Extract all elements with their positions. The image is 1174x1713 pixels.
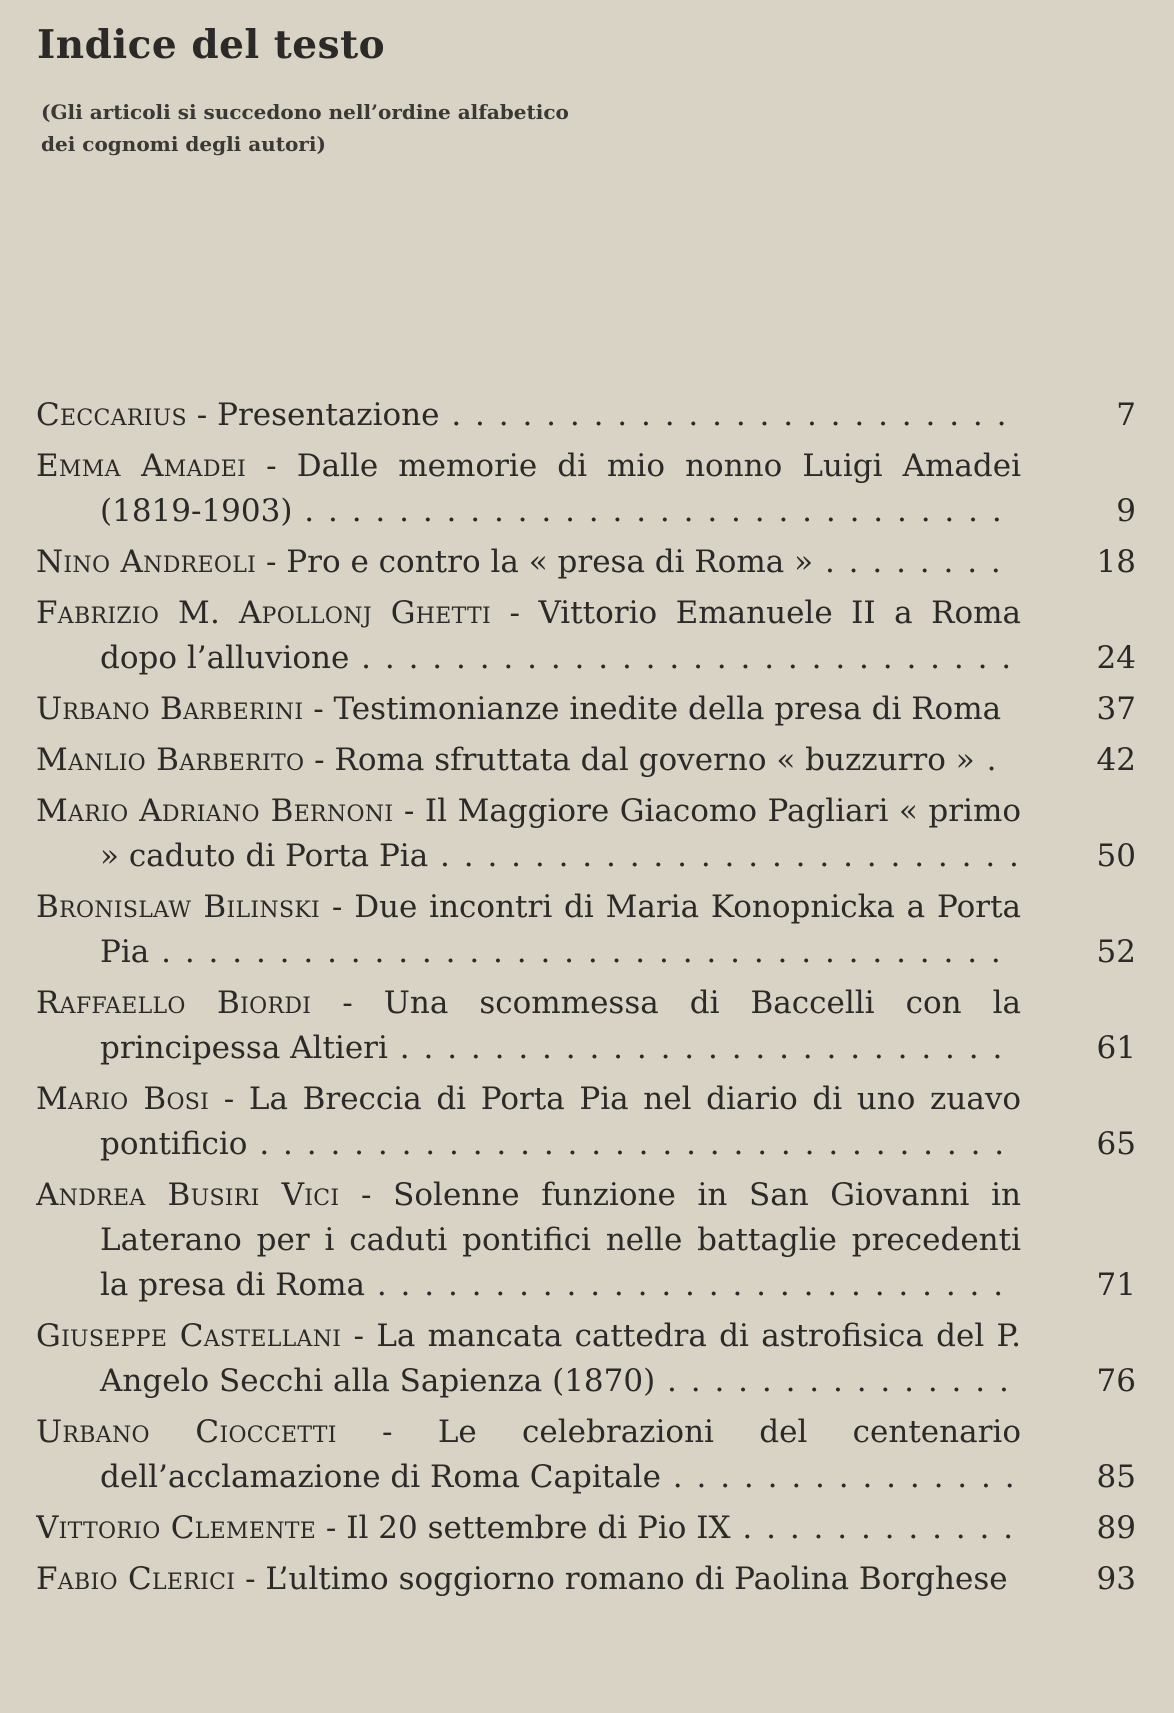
toc-entry (36, 789, 1136, 879)
toc-entry-text: Andrea Busiri Vici - Solenne funzione in San Giovanni in Laterano per i caduti pontifici nelle battaglie precedenti la presa di Roma . . . . . . . . . . . . . . . . . . . . . . . . . . . (36, 1177, 1021, 1303)
dot-leader: . . . . . . . . . . . . (730, 1510, 1016, 1546)
toc-article-title: Presentazione (217, 397, 440, 433)
dot-leader: . (974, 742, 999, 778)
toc-entry (36, 444, 1136, 534)
dot-leader: . . . . . . . . . . . . . . . . . . . . . . . . . . . . . . . . . . . . (149, 934, 1003, 970)
toc-author: Nino Andreoli (36, 544, 257, 580)
toc-entry-text: Manlio Barberito - Roma sfruttata dal governo « buzzurro » . (36, 742, 999, 778)
toc-entry (36, 540, 1136, 585)
toc-article-title: Le celebrazioni del centenario dell’acclamazione di Roma Capitale (100, 1414, 1021, 1495)
toc-page-number: 24 (1096, 640, 1136, 676)
toc-author: Urbano Barberini (36, 691, 304, 727)
toc-entry (36, 393, 1136, 438)
toc-article-title: L’ultimo soggiorno romano di Paolina Borghese (265, 1561, 1008, 1597)
toc-author: Bronislaw Bilinski (36, 889, 321, 925)
subtitle-line: dei cognomi degli autori) (41, 132, 326, 156)
toc-entry-text: Fabrizio M. Apollonj Ghetti - Vittorio Emanuele II a Roma dopo l’alluvione . . . . . . . . . . . . . . . . . . . . . . . . . . . . (36, 595, 1021, 676)
toc-author: Urbano Cioccetti (36, 1414, 337, 1450)
dot-leader: . . . . . . . . (813, 544, 1003, 580)
toc-entry-text: Mario Adriano Bernoni - Il Maggiore Giacomo Pagliari « primo » caduto di Porta Pia . . . . . . . . . . . . . . . . . . . . . . . . . (36, 793, 1021, 874)
toc-page-number: 61 (1096, 1030, 1136, 1066)
toc-author: Emma Amadei (36, 448, 247, 484)
dot-leader: . . . . . . . . . . . . . . . (655, 1363, 1011, 1399)
toc-page-number: 71 (1096, 1267, 1136, 1303)
dot-leader: . . . . . . . . . . . . . . . . . . . . . . . . . . . . . . (292, 493, 1004, 529)
dot-leader: . . . . . . . . . . . . . . . . . . . . . . . . . . (387, 1030, 1005, 1066)
toc-page-number: 42 (1096, 742, 1136, 778)
toc-author: Manlio Barberito (36, 742, 305, 778)
toc-article-title: Vittorio Emanuele II a Roma dopo l’alluvione (100, 595, 1021, 676)
toc-article-title: Due incontri di Maria Konopnicka a Porta Pia (100, 889, 1021, 970)
page-subtitle (41, 96, 569, 160)
toc-entry (36, 1173, 1136, 1308)
toc-author: Andrea Busiri Vici (36, 1177, 340, 1213)
toc-entry-text: Giuseppe Castellani - La mancata cattedra di astrofisica del P. Angelo Secchi alla Sapienza (1870) . . . . . . . . . . . . . . . (36, 1318, 1021, 1399)
toc-page-number: 37 (1096, 691, 1136, 727)
toc-author: Fabio Clerici (36, 1561, 236, 1597)
dot-leader: . . . . . . . . . . . . . . . . . . . . . . . . . . . . . . . . (247, 1126, 1007, 1162)
dot-leader: . . . . . . . . . . . . . . . . . . . . . . . . . . . . (349, 640, 1014, 676)
toc-entry-text: Urbano Barberini - Testimonianze inedite della presa di Roma (36, 691, 1002, 727)
toc-author: Fabrizio M. Apollonj Ghetti (36, 595, 491, 631)
toc-entry (36, 1077, 1136, 1167)
toc-entry-text: Nino Andreoli - Pro e contro la « presa di Roma » . . . . . . . . (36, 544, 1003, 580)
toc-entry (36, 591, 1136, 681)
toc-article-title: Dalle memorie di mio nonno Luigi Amadei (1819-1903) (100, 448, 1021, 529)
toc-entry (36, 885, 1136, 975)
toc-author: Ceccarius (36, 397, 187, 433)
dot-leader: . . . . . . . . . . . . . . . . . . . . . . . . . (428, 838, 1021, 874)
toc-author: Raffaello Biordi (36, 985, 312, 1021)
toc-article-title: Il Maggiore Giacomo Pagliari « primo » caduto di Porta Pia (100, 793, 1021, 874)
toc-author: Mario Adriano Bernoni (36, 793, 394, 829)
toc-entry-text: Fabio Clerici - L’ultimo soggiorno romano di Paolina Borghese (36, 1561, 1008, 1597)
toc-page-number: 89 (1096, 1510, 1136, 1546)
toc-page-number: 52 (1096, 934, 1136, 970)
toc-author: Giuseppe Castellani (36, 1318, 342, 1354)
toc-entry-text: Urbano Cioccetti - Le celebrazioni del centenario dell’acclamazione di Roma Capitale . . . . . . . . . . . . . . . (36, 1414, 1021, 1495)
toc-page-number: 85 (1096, 1459, 1136, 1495)
page-title: Indice del testo (37, 22, 386, 68)
subtitle-line: (Gli articoli si succedono nell’ordine alfabetico (41, 100, 569, 124)
toc-page-number: 50 (1096, 838, 1136, 874)
dot-leader: . . . . . . . . . . . . . . . (660, 1459, 1017, 1495)
toc-author: Mario Bosi (36, 1081, 210, 1117)
toc-article-title: Roma sfruttata dal governo « buzzurro » (334, 742, 975, 778)
toc-page-number: 76 (1096, 1363, 1136, 1399)
toc-entry-text: Mario Bosi - La Breccia di Porta Pia nel diario di uno zuavo pontificio . . . . . . . . . . . . . . . . . . . . . . . . . . . . . . . . (36, 1081, 1021, 1162)
toc-page-number: 9 (1116, 493, 1136, 529)
toc-entry (36, 1557, 1136, 1602)
toc-entry-text: Emma Amadei - Dalle memorie di mio nonno Luigi Amadei (1819-1903) . . . . . . . . . . . . . . . . . . . . . . . . . . . . . . (36, 448, 1021, 529)
toc-article-title: La Breccia di Porta Pia nel diario di uno zuavo pontificio (100, 1081, 1021, 1162)
toc-article-title: Una scommessa di Baccelli con la principessa Altieri (100, 985, 1021, 1066)
toc-article-title: Il 20 settembre di Pio IX (346, 1510, 731, 1546)
toc-entry (36, 1314, 1136, 1404)
toc-author: Vittorio Clemente (36, 1510, 317, 1546)
toc-article-title: Solenne funzione in San Giovanni in Laterano per i caduti pontifici nelle battaglie precedenti la presa di Roma (100, 1177, 1021, 1303)
table-of-contents (36, 393, 1136, 1608)
toc-page-number: 65 (1096, 1126, 1136, 1162)
toc-entry (36, 1506, 1136, 1551)
toc-entry-text: Ceccarius - Presentazione . . . . . . . . . . . . . . . . . . . . . . . . (36, 397, 1009, 433)
toc-page-number: 7 (1116, 397, 1136, 433)
toc-page-number: 18 (1096, 544, 1136, 580)
dot-leader: . . . . . . . . . . . . . . . . . . . . . . . . (439, 397, 1009, 433)
toc-article-title: Pro e contro la « presa di Roma » (286, 544, 814, 580)
toc-entry (36, 981, 1136, 1071)
toc-entry (36, 687, 1136, 732)
toc-entry-text: Raffaello Biordi - Una scommessa di Baccelli con la principessa Altieri . . . . . . . . . . . . . . . . . . . . . . . . . . (36, 985, 1021, 1066)
dot-leader: . . . . . . . . . . . . . . . . . . . . . . . . . . . (365, 1267, 1006, 1303)
toc-entry-text: Vittorio Clemente - Il 20 settembre di Pio IX . . . . . . . . . . . . (36, 1510, 1016, 1546)
toc-article-title: La mancata cattedra di astrofisica del P. Angelo Secchi alla Sapienza (1870) (100, 1318, 1021, 1399)
toc-entry (36, 738, 1136, 783)
toc-page-number: 93 (1096, 1561, 1136, 1597)
toc-entry-text: Bronislaw Bilinski - Due incontri di Maria Konopnicka a Porta Pia . . . . . . . . . . . . . . . . . . . . . . . . . . . . . . . . . . . . (36, 889, 1021, 970)
toc-article-title: Testimonianze inedite della presa di Roma (333, 691, 1002, 727)
toc-entry (36, 1410, 1136, 1500)
